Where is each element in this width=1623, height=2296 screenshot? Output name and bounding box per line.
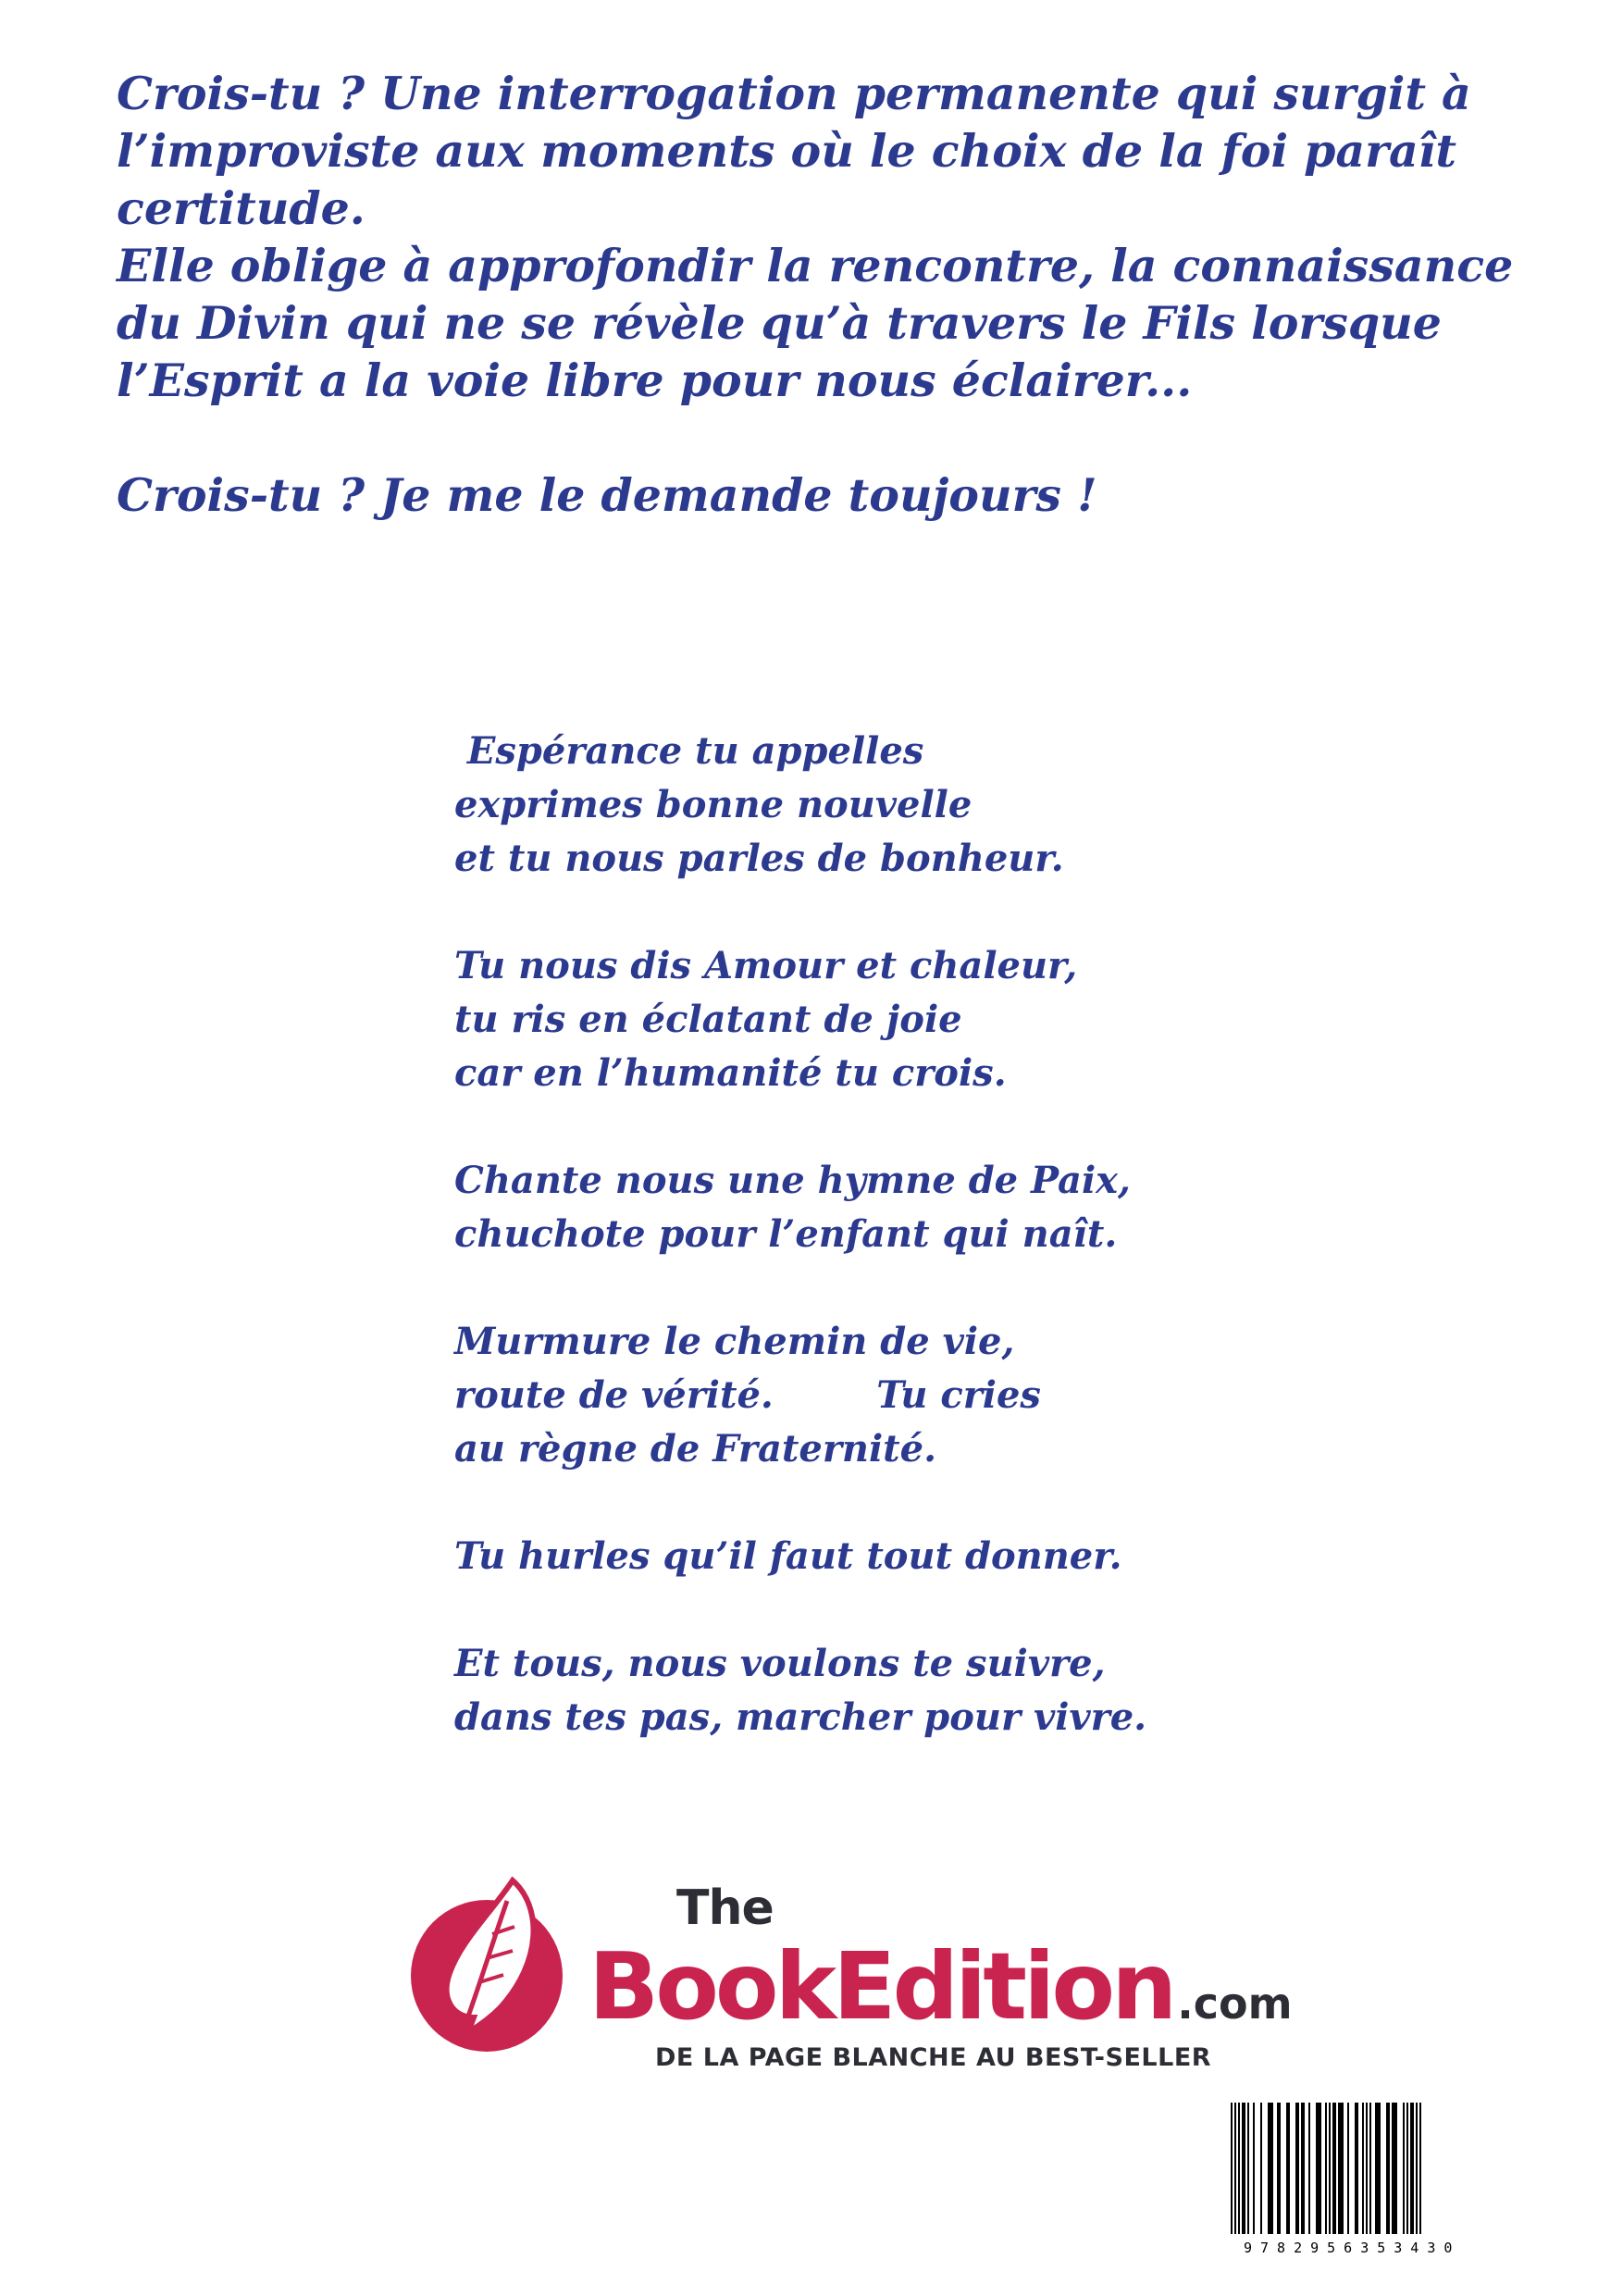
poem-line: Et tous, nous voulons te suivre,: [454, 1642, 1106, 1685]
barcode: [1221, 2099, 1536, 2262]
logo-the: The: [676, 1880, 774, 1936]
poem-stanza-4: [454, 1315, 1472, 1476]
intro-line-6: l’Esprit a la voie libre pour nous éclairer...: [117, 354, 1193, 407]
poem-stanza-2: [454, 939, 1472, 1100]
intro-line-3: certitude.: [117, 181, 365, 235]
logo-wordmark: [588, 1932, 1293, 2041]
poem-line: chuchote pour l’enfant qui naît.: [454, 1212, 1118, 1256]
publisher-logo: [403, 1869, 1329, 2082]
poem-line: exprimes bonne nouvelle: [454, 783, 973, 826]
logo-tagline: DE LA PAGE BLANCHE AU BEST-SELLER: [655, 2043, 1212, 2072]
poem-stanza-5: [454, 1530, 1472, 1583]
poem-line: Tu nous dis Amour et chaleur,: [454, 944, 1078, 987]
intro-text: [117, 65, 1560, 524]
poem-line: au règne de Fraternité.: [454, 1427, 937, 1471]
intro-line-5: du Divin qui ne se révèle qu’à travers le Fils lorsque: [117, 296, 1442, 350]
poem-line: dans tes pas, marcher pour vivre.: [454, 1695, 1147, 1739]
poem-line: Murmure le chemin de vie,: [454, 1320, 1015, 1363]
barcode-bars: [1221, 2099, 1536, 2238]
poem-line: Tu hurles qu’il faut tout donner.: [454, 1534, 1122, 1578]
poem-stanza-1: [454, 725, 1472, 886]
intro-line-2: l’improviste aux moments où le choix de la foi paraît: [117, 124, 1456, 178]
feather-quill-icon: [403, 1869, 579, 2054]
poem: [454, 725, 1472, 1798]
logo-domain: .com: [1177, 1979, 1293, 2029]
logo-brand: BookEdition: [588, 1932, 1174, 2041]
intro-line-1: Crois-tu ? Une interrogation permanente qui surgit à: [117, 67, 1471, 120]
intro-question: Crois-tu ? Je me le demande toujours !: [117, 468, 1097, 522]
poem-line: et tu nous parles de bonheur.: [454, 837, 1064, 880]
poem-line: car en l’humanité tu crois.: [454, 1051, 1007, 1095]
poem-line: Espérance tu appelles: [454, 729, 924, 773]
poem-line: route de vérité. Tu cries: [454, 1373, 1041, 1417]
barcode-number: 9782956353430: [1244, 2240, 1461, 2256]
poem-line: Chante nous une hymne de Paix,: [454, 1159, 1131, 1202]
poem-stanza-6: [454, 1637, 1472, 1744]
poem-line: tu ris en éclatant de joie: [454, 998, 962, 1041]
poem-stanza-3: [454, 1154, 1472, 1261]
intro-line-4: Elle oblige à approfondir la rencontre, la connaissance: [117, 239, 1514, 292]
